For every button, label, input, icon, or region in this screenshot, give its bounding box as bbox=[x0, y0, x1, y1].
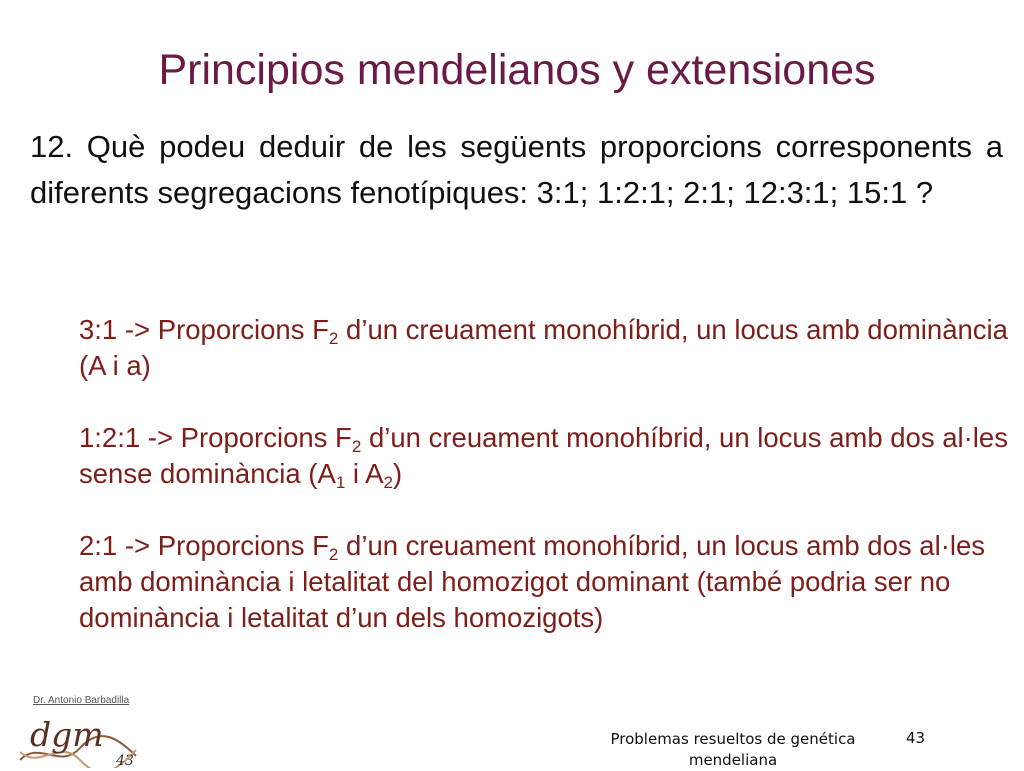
dgm-logo bbox=[14, 712, 164, 768]
answer-text: d’un creuament monohíbrid, un locus amb dos al·les sense dominància (A bbox=[79, 422, 1008, 489]
answer-text: i A bbox=[345, 458, 384, 489]
answer-3-1 bbox=[79, 312, 1009, 384]
answer-text: -> Proporcions F bbox=[117, 530, 329, 561]
subscript: 2 bbox=[351, 436, 362, 456]
answer-ratio: 1:2:1 bbox=[79, 422, 141, 453]
page-number: 43 bbox=[906, 729, 926, 747]
author-link[interactable]: Dr. Antonio Barbadilla bbox=[33, 695, 130, 706]
answer-2-1 bbox=[79, 528, 1009, 636]
answer-text: -> Proporcions F bbox=[117, 314, 329, 345]
answer-text: ) bbox=[393, 458, 403, 489]
logo-text: dgm bbox=[30, 715, 104, 754]
answer-text: d’un creuament monohíbrid, un locus amb dos al·les amb dominància i letalitat del homozigot dominant (també podria ser no dominància i letalitat d’un dels homozigots) bbox=[79, 530, 986, 633]
answer-1-2-1 bbox=[79, 420, 1009, 492]
answer-text: d’un creuament monohíbrid, un locus amb dominància (A i a) bbox=[79, 314, 1008, 381]
question-text: 12. Què podeu deduir de les següents proporcions corresponents a diferents segregacions fenotípiques: 3:1; 1:2:1; 2:1; 12:3:1; 15:1 ? bbox=[30, 129, 1003, 210]
subscript: 2 bbox=[383, 472, 393, 492]
answer-ratio: 3:1 bbox=[79, 314, 118, 345]
slide-title: Principios mendelianos y extensiones bbox=[158, 46, 876, 94]
subscript: 2 bbox=[328, 544, 339, 564]
answers-block bbox=[79, 312, 1009, 636]
logo-number: 43 bbox=[116, 753, 134, 768]
answer-ratio: 2:1 bbox=[79, 530, 118, 561]
answer-text: -> Proporcions F bbox=[140, 422, 352, 453]
footer-title: Problemas resueltos de genética mendeliana bbox=[610, 730, 856, 769]
subscript: 1 bbox=[335, 472, 346, 492]
subscript: 2 bbox=[328, 328, 339, 348]
